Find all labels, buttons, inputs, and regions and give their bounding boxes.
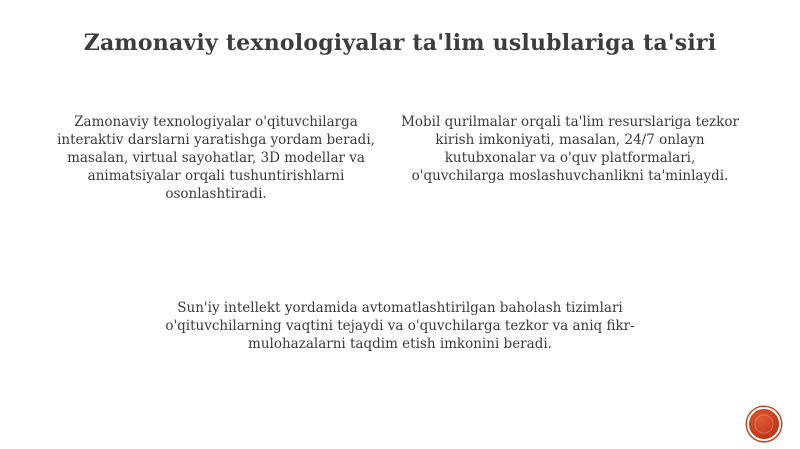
next-slide-button[interactable] bbox=[747, 407, 781, 441]
slide-title: Zamonaviy texnologiyalar ta'lim uslublariga ta'siri bbox=[83, 30, 717, 56]
left-text-block: Zamonaviy texnologiyalar o'qituvchilarga interaktiv darslarni yaratishga yordam beradi, masalan, virtual sayohatlar, 3D modellar va animatsiyalar orqali tushuntirishlarni osonlashtiradi. bbox=[57, 114, 375, 202]
bottom-text-block: Sun'iy intellekt yordamida avtomatlashtirilgan baholash tizimlari o'qituvchilarning vaqtini tejaydi va o'quvchilarga tezkor va aniq fikr-mulohazalarni taqdim etish imkonini beradi. bbox=[165, 300, 635, 352]
next-slide-icon bbox=[749, 409, 779, 439]
right-text-block: Mobil qurilmalar orqali ta'lim resurslariga tezkor kirish imkoniyati, masalan, 24/7 onlayn kutubxonalar va o'quv platformalari, o'quvchilarga moslashuvchanlikni ta'minlaydi. bbox=[401, 114, 739, 184]
